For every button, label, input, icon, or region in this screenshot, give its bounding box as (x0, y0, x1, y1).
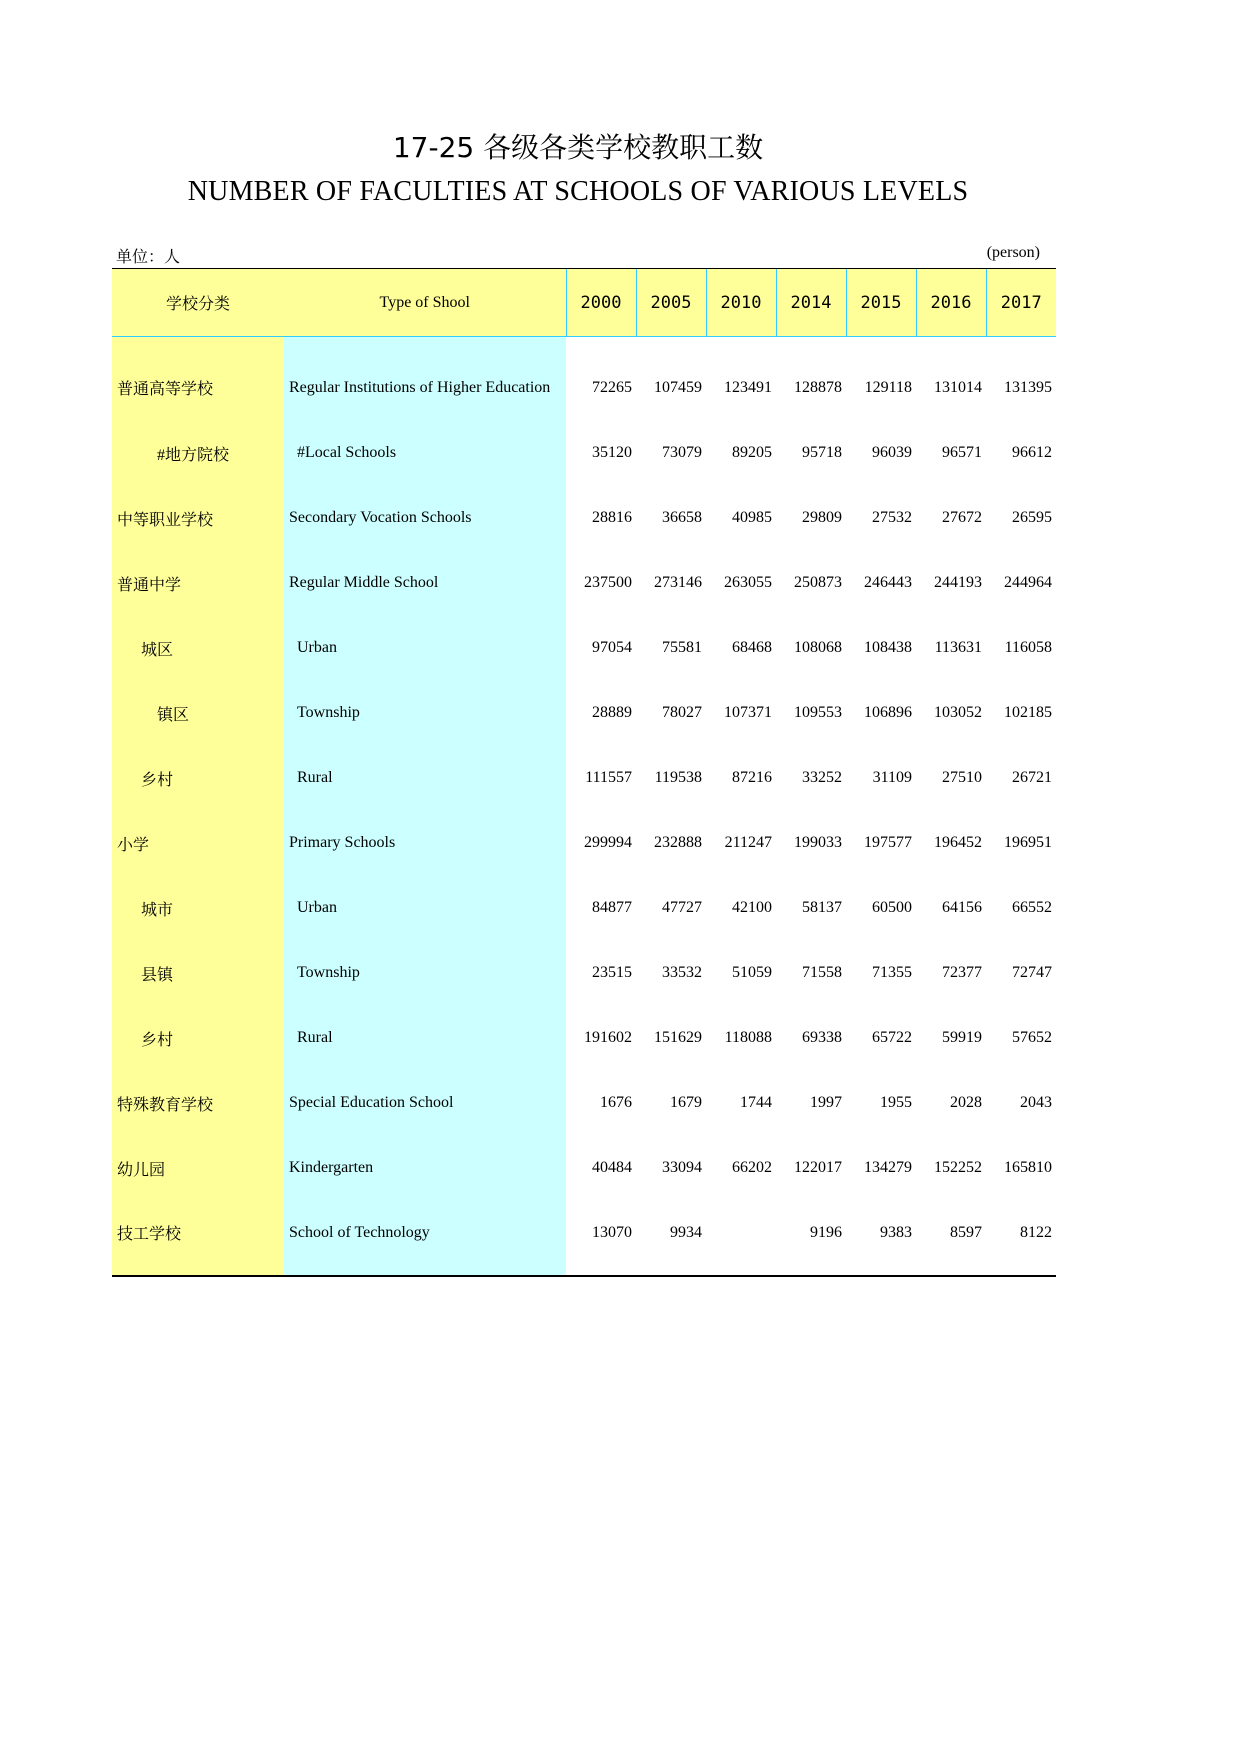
value-cell: 232888 (654, 834, 702, 851)
value-cell: 107459 (654, 378, 702, 396)
value-cell: 89205 (732, 444, 772, 461)
value-cell: 108068 (794, 639, 842, 656)
row-label-en: Urban (284, 616, 566, 681)
value-cell: 131395 (1004, 378, 1052, 396)
table-row (112, 421, 1056, 486)
value-cell: 165810 (1004, 1159, 1052, 1176)
value-cell: 87216 (732, 769, 772, 786)
faculty-table (112, 268, 1056, 1277)
row-label-cn: 县镇 (112, 941, 284, 1006)
table-row (112, 337, 1056, 421)
value-cell: 78027 (662, 704, 702, 721)
value-cell: 33252 (802, 769, 842, 786)
header-school-type-en: Type of Shool (284, 269, 566, 337)
value-cell: 47727 (662, 899, 702, 916)
row-label-en: Regular Institutions of Higher Education (284, 337, 566, 421)
value-cell: 299994 (584, 834, 632, 851)
value-cell: 33094 (662, 1159, 702, 1176)
value-cell: 72747 (1012, 964, 1052, 981)
value-cell: 73079 (662, 444, 702, 461)
header-school-category-cn: 学校分类 (112, 269, 284, 337)
value-cell: 69338 (802, 1029, 842, 1046)
value-cell: 95718 (802, 444, 842, 461)
value-cell (706, 1201, 776, 1276)
value-cell: 66202 (732, 1159, 772, 1176)
value-cell: 96039 (872, 444, 912, 461)
table-row (112, 681, 1056, 746)
table-header-row (112, 269, 1056, 337)
value-cell: 60500 (872, 899, 912, 916)
value-cell: 72377 (942, 964, 982, 981)
header-year: 2014 (776, 269, 846, 337)
value-cell: 1744 (740, 1094, 772, 1111)
value-cell: 42100 (732, 899, 772, 916)
row-label-cn: 小学 (112, 811, 284, 876)
value-cell: 106896 (864, 704, 912, 721)
value-cell: 244964 (1004, 574, 1052, 591)
row-label-cn: 中等职业学校 (112, 486, 284, 551)
table-row (112, 811, 1056, 876)
row-label-cn: 技工学校 (112, 1201, 284, 1276)
table-row (112, 941, 1056, 1006)
value-cell: 84877 (592, 899, 632, 916)
table-row (112, 551, 1056, 616)
value-cell: 263055 (724, 574, 772, 591)
value-cell: 40985 (732, 509, 772, 526)
value-cell: 109553 (794, 704, 842, 721)
value-cell: 1676 (600, 1094, 632, 1111)
row-label-en: Rural (284, 1006, 566, 1071)
row-label-en: Secondary Vocation Schools (284, 486, 566, 551)
value-cell: 131014 (934, 378, 982, 396)
row-label-en: Kindergarten (284, 1136, 566, 1201)
value-cell: 97054 (592, 639, 632, 656)
value-cell: 23515 (592, 964, 632, 981)
value-cell: 13070 (566, 1201, 636, 1276)
value-cell: 1997 (810, 1094, 842, 1111)
value-cell: 26595 (1012, 509, 1052, 526)
row-label-en: Township (284, 941, 566, 1006)
value-cell: 26721 (1012, 769, 1052, 786)
value-cell: 2028 (950, 1094, 982, 1111)
value-cell: 111557 (585, 769, 632, 786)
table-row (112, 876, 1056, 941)
value-cell: 107371 (724, 704, 772, 721)
row-label-cn: 特殊教育学校 (112, 1071, 284, 1136)
value-cell: 108438 (864, 639, 912, 656)
header-year: 2016 (916, 269, 986, 337)
value-cell: 2043 (1020, 1094, 1052, 1111)
value-cell: 9196 (776, 1201, 846, 1276)
value-cell: 66552 (1012, 899, 1052, 916)
value-cell: 103052 (934, 704, 982, 721)
value-cell: 196951 (1004, 834, 1052, 851)
row-label-cn: 乡村 (112, 1006, 284, 1071)
row-label-en: Township (284, 681, 566, 746)
page-title-english: NUMBER OF FACULTIES AT SCHOOLS OF VARIOUS LEVELS (187, 176, 969, 207)
value-cell: 196452 (934, 834, 982, 851)
table-row (112, 1136, 1056, 1201)
value-cell: 152252 (934, 1159, 982, 1176)
value-cell: 64156 (942, 899, 982, 916)
table-row (112, 1006, 1056, 1071)
table-row (112, 746, 1056, 811)
value-cell: 27532 (872, 509, 912, 526)
value-cell: 58137 (802, 899, 842, 916)
row-label-en: School of Technology (284, 1201, 566, 1276)
row-label-cn: 乡村 (112, 746, 284, 811)
value-cell: 129118 (864, 378, 912, 396)
row-label-cn: 普通高等学校 (112, 337, 284, 421)
header-year: 2010 (706, 269, 776, 337)
header-year: 2017 (986, 269, 1056, 337)
value-cell: 237500 (584, 574, 632, 591)
row-label-cn: 镇区 (112, 681, 284, 746)
row-label-en: Primary Schools (284, 811, 566, 876)
value-cell: 1955 (880, 1094, 912, 1111)
value-cell: 134279 (864, 1159, 912, 1176)
value-cell: 28816 (592, 509, 632, 526)
row-label-en: Regular Middle School (284, 551, 566, 616)
row-label-cn: 幼儿园 (112, 1136, 284, 1201)
value-cell: 59919 (942, 1029, 982, 1046)
value-cell: 273146 (654, 574, 702, 591)
header-year: 2005 (636, 269, 706, 337)
value-cell: 96571 (942, 444, 982, 461)
value-cell: 68468 (732, 639, 772, 656)
value-cell: 250873 (794, 574, 842, 591)
value-cell: 71558 (802, 964, 842, 981)
value-cell: 244193 (934, 574, 982, 591)
value-cell: 123491 (724, 378, 772, 396)
value-cell: 72265 (592, 378, 632, 396)
value-cell: 116058 (1004, 639, 1052, 656)
row-label-en: #Local Schools (284, 421, 566, 486)
value-cell: 36658 (662, 509, 702, 526)
page-title-chinese: 17-25 各级各类学校教职工数 (392, 131, 764, 164)
value-cell: 151629 (654, 1029, 702, 1046)
unit-label-english: (person) (986, 244, 1040, 261)
row-label-cn: 城市 (112, 876, 284, 941)
value-cell: 9383 (846, 1201, 916, 1276)
value-cell: 113631 (934, 639, 982, 656)
value-cell: 28889 (592, 704, 632, 721)
row-label-cn: 普通中学 (112, 551, 284, 616)
unit-label-chinese: 单位：人 (116, 249, 181, 266)
value-cell: 96612 (1012, 444, 1052, 461)
value-cell: 65722 (872, 1029, 912, 1046)
value-cell: 118088 (724, 1029, 772, 1046)
value-cell: 71355 (872, 964, 912, 981)
value-cell: 8597 (916, 1201, 986, 1276)
row-label-cn: #地方院校 (112, 421, 284, 486)
value-cell: 8122 (986, 1201, 1056, 1276)
value-cell: 191602 (584, 1029, 632, 1046)
value-cell: 102185 (1004, 704, 1052, 721)
value-cell: 27672 (942, 509, 982, 526)
value-cell: 9934 (636, 1201, 706, 1276)
table-row (112, 486, 1056, 551)
value-cell: 246443 (864, 574, 912, 591)
value-cell: 122017 (794, 1159, 842, 1176)
value-cell: 57652 (1012, 1029, 1052, 1046)
value-cell: 75581 (662, 639, 702, 656)
value-cell: 1679 (670, 1094, 702, 1111)
value-cell: 33532 (662, 964, 702, 981)
value-cell: 128878 (794, 378, 842, 396)
table-row (112, 616, 1056, 681)
table-row (112, 1201, 1056, 1276)
row-label-cn: 城区 (112, 616, 284, 681)
value-cell: 35120 (592, 444, 632, 461)
header-year: 2000 (566, 269, 636, 337)
value-cell: 29809 (802, 509, 842, 526)
header-year: 2015 (846, 269, 916, 337)
row-label-en: Special Education School (284, 1071, 566, 1136)
value-cell: 51059 (732, 964, 772, 981)
value-cell: 119538 (654, 769, 702, 786)
value-cell: 197577 (864, 834, 912, 851)
value-cell: 199033 (794, 834, 842, 851)
value-cell: 31109 (872, 769, 912, 786)
value-cell: 40484 (592, 1159, 632, 1176)
value-cell: 27510 (942, 769, 982, 786)
row-label-en: Urban (284, 876, 566, 941)
value-cell: 211247 (724, 834, 772, 851)
row-label-en: Rural (284, 746, 566, 811)
table-row (112, 1071, 1056, 1136)
